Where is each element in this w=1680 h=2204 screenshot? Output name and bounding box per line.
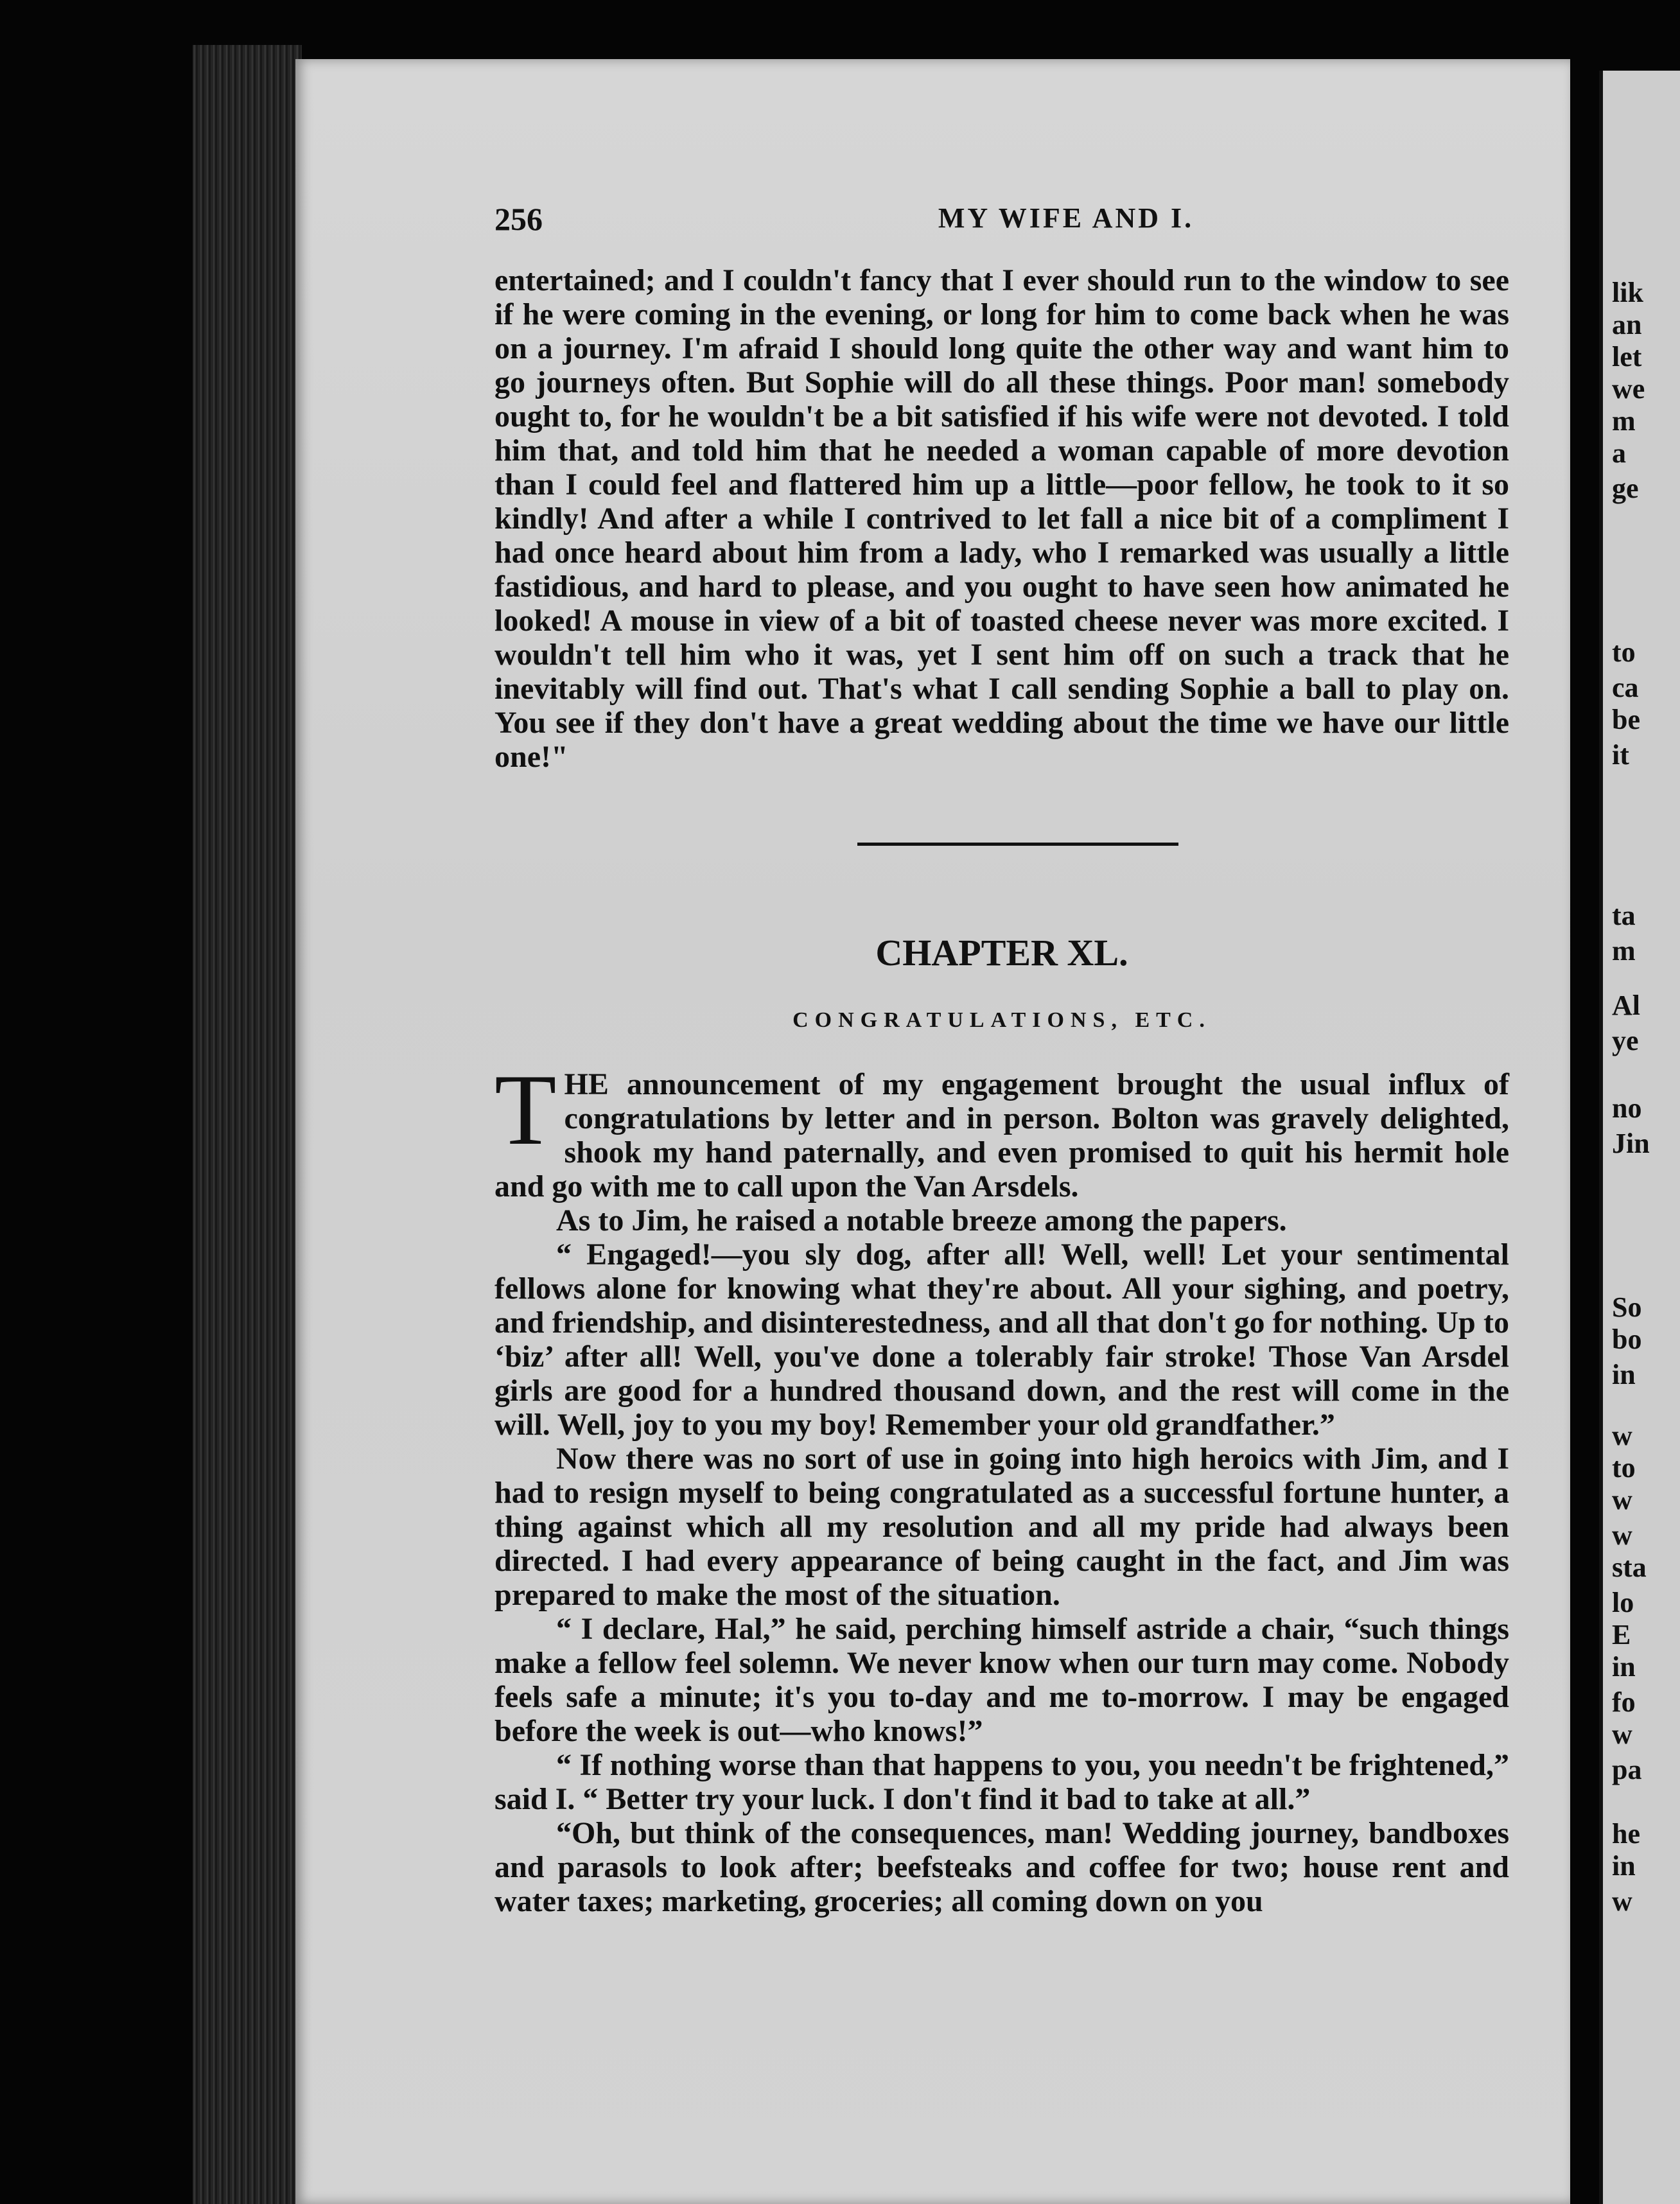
facing-page-fragment: w [1612, 1719, 1632, 1750]
facing-page-fragment: lo [1612, 1587, 1634, 1618]
chapter-subtitle: CONGRATULATIONS, ETC. [792, 1008, 1211, 1032]
chapter-first-paragraph [494, 1054, 1509, 1203]
running-head [494, 200, 1638, 252]
continuation-paragraph: entertained; and I couldn't fancy that I ever should run to the window to see if he were coming in the evening, or long for him to come back when he was on a journey. I'm afraid I should long quite the other way and want him to go journeys often. But Sophie will do all these things. Poor man! somebody ought to, for he wouldn't be a bit satisfied if his wife were not devoted. I told him that, and told him that he needed a woman capable of more devotion than I could feel and flattered him up a little—poor fellow, he took to it so kindly! And after a while I contrived to let fall a nice bit of a compliment I had once heard about him from a lady, who I remarked was usually a little fastidious, and hard to please, and you ought to have seen how animated he looked! A mouse in view of a bit of toasted cheese never was more excited. I wouldn't tell him who it was, yet I sent him off on such a track that he inevitably will find out. That's what I call sending Sophie a ball to play on. You see if they don't have a great wedding about the time we have our little one!" [494, 263, 1509, 774]
facing-page-fragment: in [1612, 1359, 1636, 1390]
facing-page-fragment: fo [1612, 1686, 1636, 1718]
facing-page-fragment: Jin [1612, 1128, 1650, 1159]
facing-page-fragment: ge [1612, 473, 1639, 504]
facing-page-fragment: w [1612, 1885, 1632, 1917]
facing-page-fragment: it [1612, 739, 1629, 771]
facing-page-fragment: to [1612, 1452, 1636, 1483]
facing-page-fragment: m [1612, 935, 1636, 966]
facing-page-fragment: Al [1612, 990, 1640, 1021]
facing-page-fragment: in [1612, 1850, 1636, 1882]
facing-page-fragment: w [1612, 1420, 1632, 1451]
facing-page-fragment: ye [1612, 1025, 1639, 1056]
chapter-paragraph: Now there was no sort of use in going into high heroics with Jim, and I had to resign myself to being congratulated as a successful fortune hunter, a thing against which all my resolution and all my pride had always been directed. I had every appearance of being caught in the fact, and Jim was prepared to make the most of the situation. [494, 1442, 1509, 1612]
chapter-title: CHAPTER XL. [875, 932, 1128, 974]
facing-page-fragment: an [1612, 309, 1642, 340]
first-paragraph-text: HE announcement of my engagement brought the usual influx of congratulations by letter and in person. Bolton was gravely delighted, shook my hand paternally, and even promised to quit his hermit hole and go with me to call upon the Van Arsdels. [494, 1067, 1509, 1203]
chapter-body [494, 1054, 1509, 1918]
facing-page-fragment: ca [1612, 672, 1639, 703]
facing-page-fragment: pa [1612, 1754, 1642, 1785]
facing-page-fragment: be [1612, 704, 1640, 735]
facing-page-fragment: lik [1612, 277, 1643, 308]
chapter-paragraph: “ If nothing worse than that happens to you, you needn't be frightened,” said I. “ Better try your luck. I don't find it bad to take at all.” [494, 1748, 1509, 1816]
facing-page-fragment: m [1612, 405, 1636, 437]
chapter-paragraph: “Oh, but think of the consequences, man! Wedding journey, bandboxes and parasols to look after; beefsteaks and coffee for two; house rent and water taxes; marketing, groceries; all coming down on you [494, 1816, 1509, 1918]
chapter-paragraph: “ Engaged!—you sly dog, after all! Well, well! Let your sentimental fellows alone for knowing what they're about. All your sighing, and poetry, and friendship, and disinterestedness, and all that don't go for nothing. Up to ‘biz’ after all! Well, you've done a tolerably fair stroke! Those Van Arsdel girls are good for a hundred thousand down, and the rest will come in the will. Well, joy to you my boy! Remember your old grandfather.” [494, 1238, 1509, 1442]
facing-page-fragment: So [1612, 1291, 1642, 1323]
facing-page-fragment: no [1612, 1092, 1642, 1124]
facing-page-edge [1599, 71, 1680, 2204]
facing-page-fragment: sta [1612, 1552, 1647, 1583]
facing-page-fragment: let [1612, 341, 1642, 372]
running-title: MY WIFE AND I. [938, 202, 1194, 234]
facing-page-fragment: E [1612, 1619, 1631, 1650]
drop-cap: T [494, 1054, 557, 1166]
facing-page-fragment: he [1612, 1818, 1640, 1850]
chapter-paragraph: “ I declare, Hal,” he said, perching himself astride a chair, “such things make a fellow feel solemn. We never know when our turn may come. Nobody feels safe a minute; it's you to-day and me to-morrow. I may be engaged before the week is out—who knows!” [494, 1612, 1509, 1748]
facing-page-fragment: we [1612, 373, 1645, 405]
facing-page-fragment: a [1612, 437, 1626, 469]
facing-page-fragment: w [1612, 1519, 1632, 1551]
facing-page-fragment: w [1612, 1484, 1632, 1516]
page-number: 256 [494, 201, 543, 237]
book-page-edges [193, 45, 302, 2204]
chapter-paragraph: As to Jim, he raised a notable breeze among the papers. [556, 1203, 1287, 1238]
chapter-divider-rule [857, 843, 1178, 846]
facing-page-fragment: ta [1612, 900, 1636, 931]
facing-page-fragment: bo [1612, 1324, 1642, 1355]
book-page [295, 59, 1570, 2204]
facing-page-fragment: in [1612, 1651, 1636, 1683]
facing-page-fragment: to [1612, 636, 1636, 668]
